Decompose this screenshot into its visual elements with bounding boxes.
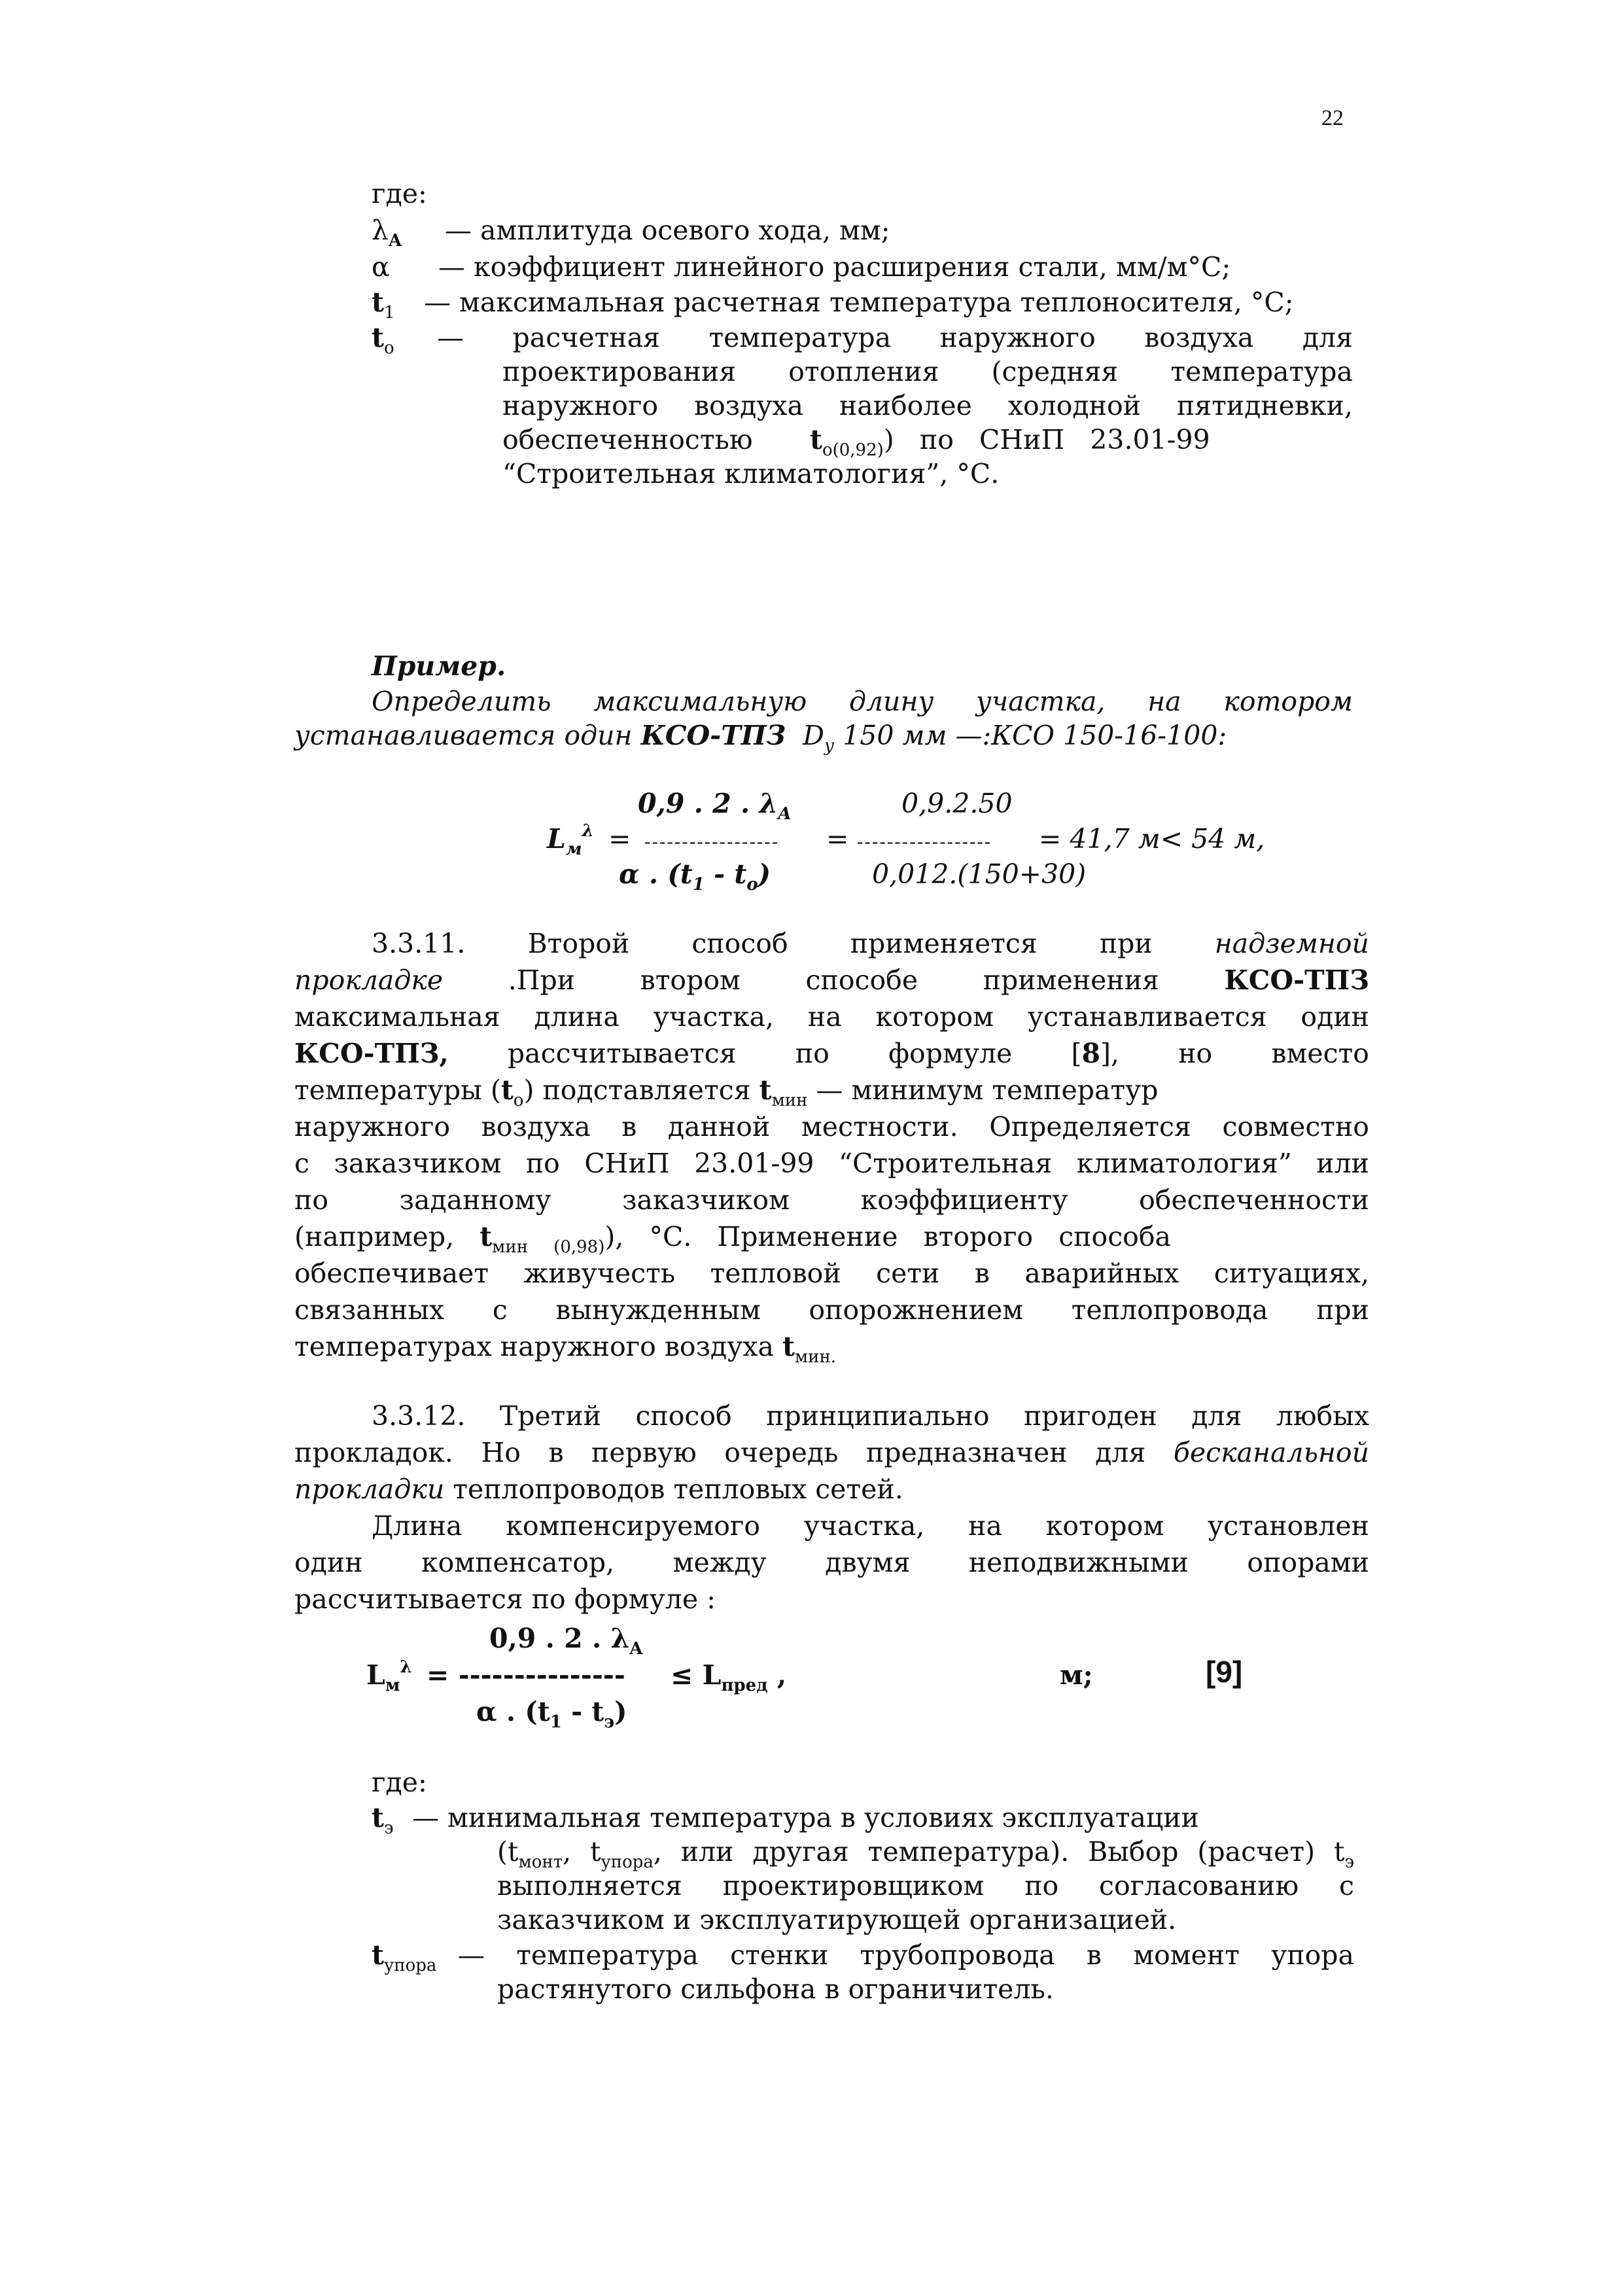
example-line-1: Определить максимальную длину участка, на котором	[372, 686, 1353, 717]
p3312-line-2: прокладок. Но в первую очередь предназначен для бесканальной	[294, 1437, 1369, 1468]
p3311-line-11: связанных с вынужденным опорожнением теплопровода при	[294, 1294, 1369, 1326]
formula2-numerator: 0,9 . 2 . $\lambda_A$	[489, 1623, 643, 1659]
p3311-line-7: с заказчиком по СНиП 23.01-99 “Строительная климатология” или	[294, 1148, 1369, 1179]
def-te-line-3: выполняется проектировщиком по согласованию с	[497, 1870, 1354, 1901]
example-heading: Пример.	[372, 650, 506, 682]
def-te-symbol: $t_э$	[372, 1802, 394, 1838]
p3311-line-2: прокладке .При втором способе применения КСО-ТПЗ	[294, 964, 1369, 996]
p3311-line-6: наружного воздуха в данной местности. Определяется совместно	[294, 1111, 1369, 1142]
p3312-line-3: прокладки теплопроводов тепловых сетей.	[294, 1474, 903, 1505]
p3312-line-4: Длина компенсируемого участка, на котором установлен	[372, 1510, 1369, 1542]
def-to-cont-1: проектирования отопления (средняя температура	[502, 356, 1353, 387]
p3311-line-10: обеспечивает живучесть тепловой сети в аварийных ситуациях,	[294, 1258, 1369, 1289]
p3311-line-12: температурах наружного воздуха $t_{мин.}$	[294, 1331, 837, 1367]
formula2-lhs: $L_м^\lambda$	[366, 1657, 412, 1695]
example-line-2: устанавливается один КСО-ТПЗ $D_у$ 150 мм —:КСО 150-16-100:	[294, 720, 1227, 756]
p3312-line-5: один компенсатор, между двумя неподвижными опорами	[294, 1547, 1369, 1578]
def-alpha-text: — коэффициент линейного расширения стали, мм/м°С;	[438, 251, 1231, 283]
def-tupora-symbol: $t_{упора}$	[372, 1939, 437, 1975]
formula2-eq-bar: = ---------------	[427, 1659, 625, 1691]
p3311-line-5: температуры $(t_o)$ подставляется $t_{мин}$ — минимум температур	[294, 1074, 1159, 1110]
p3311-line-1: 3.3.11. Второй способ применяется при надземной	[372, 928, 1369, 959]
formula1-numerator-left: 0,9 . 2 . $\lambda_A$	[638, 788, 792, 824]
def-t1-text: — максимальная расчетная температура теплоносителя, °С;	[424, 287, 1294, 318]
formula1-denominator-left: α . $(t_1 - t_o)$	[619, 858, 771, 894]
def-tupora-line-2: растянутого сильфона в ограничитель.	[497, 1973, 1054, 2005]
formula1-eq2: =	[826, 823, 849, 855]
formula1-fraction-bar-left: ------------------	[644, 831, 780, 853]
def-to-cont-4: “Строительная климатология”, °С.	[502, 458, 1000, 489]
def-to-cont-3a: обеспеченностью	[502, 424, 753, 455]
formula1-fraction-bar-right: ------------------	[857, 831, 992, 853]
formula1-result: = 41,7 м< 54 м,	[1039, 823, 1265, 855]
def-to-symbol: $t_o$	[372, 322, 394, 358]
def-to-cont-2: наружного воздуха наиболее холодной пятидневки,	[502, 390, 1353, 421]
def-tupora-text: — температура стенки трубопровода в момент упора	[458, 1939, 1354, 1971]
def-te-text: — минимальная температура в условиях эксплуатации	[412, 1802, 1199, 1833]
p3311-line-3: максимальная длина участка, на котором устанавливается один	[294, 1001, 1369, 1033]
page-number: 22	[1321, 106, 1344, 130]
def-to-text: — расчетная температура наружного воздуха для	[437, 322, 1353, 353]
def-lambda-text: — амплитуда осевого хода, мм;	[445, 215, 890, 246]
def-alpha-symbol: α	[372, 251, 390, 283]
def-te-line-4: заказчиком и эксплуатирующей организацией.	[497, 1904, 1177, 1935]
p3312-line-6: рассчитывается по формуле :	[294, 1583, 716, 1615]
p3311-line-9: (например, $t_{мин}$ $_{(0,98)}$), °С. Применение второго способа	[294, 1221, 1171, 1257]
def-lambda-symbol: $\lambda_A$	[372, 215, 402, 251]
p3311-line-8: по заданному заказчиком коэффициенту обеспеченности	[294, 1184, 1369, 1216]
formula2-unit: м;	[1060, 1659, 1093, 1691]
formula2-denominator: α . $(t_1 - t_э)$	[476, 1696, 627, 1732]
formula1-lhs: $L_м^\lambda$	[547, 821, 594, 859]
def-te-line-2: ($t_{монт}$, $t_{упора}$, или другая температура). Выбор (расчет) $t_э$	[497, 1836, 1354, 1872]
formula1-numerator-right: 0,9.2.50	[901, 788, 1013, 819]
def-t1-symbol: $t_1$	[372, 287, 395, 323]
formula2-limit: ≤ $L_{пред}$ ,	[671, 1659, 787, 1695]
p3312-line-1: 3.3.12. Третий способ принципиально пригоден для любых	[372, 1400, 1369, 1432]
p3311-line-4: КСО-ТПЗ, рассчитывается по формуле [8], но вместо	[294, 1038, 1369, 1069]
formula2-reference: [9]	[1206, 1655, 1243, 1689]
formula1-denominator-right: 0,012.(150+30)	[872, 858, 1087, 890]
where-label: где:	[372, 178, 427, 209]
where-label-2: где:	[372, 1767, 427, 1798]
formula1-eq: =	[608, 823, 631, 855]
def-to-cont-3b: $t_{o(0,92)}$) по СНиП 23.01-99	[810, 424, 1210, 460]
